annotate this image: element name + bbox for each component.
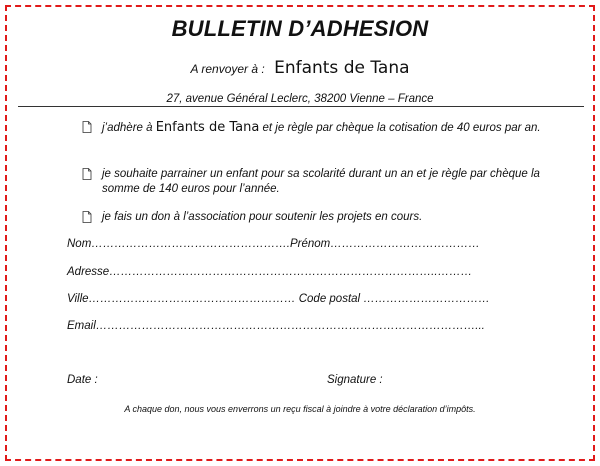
option-donation[interactable] xyxy=(82,210,552,225)
document-icon xyxy=(82,168,92,180)
field-email[interactable]: Email………………………………………………………………………………………... xyxy=(67,320,485,332)
option-membership-after: et je règle par chèque la cotisation de 40 euros par an. xyxy=(262,122,541,134)
option-sponsorship[interactable] xyxy=(82,167,552,197)
tax-receipt-note: A chaque don, nous vous enverrons un reçu fiscal à joindre à votre déclaration d’impôts. xyxy=(124,404,476,414)
divider xyxy=(18,106,584,107)
send-to-line xyxy=(0,58,600,78)
postal-address: 27, avenue Général Leclerc, 38200 Vienne – France xyxy=(166,93,434,105)
option-sponsorship-text: je souhaite parrainer un enfant pour sa scolarité durant un an et je règle par chèque la somme de 140 euros pour l’année. xyxy=(102,168,540,195)
send-to-label: A renvoyer à : xyxy=(190,62,265,76)
document-icon xyxy=(82,121,92,133)
option-membership-text xyxy=(102,120,552,136)
organization-name: Enfants de Tana xyxy=(274,58,410,78)
option-donation-text: je fais un don à l’association pour soutenir les projets en cours. xyxy=(102,211,423,223)
option-membership-org: Enfants de Tana xyxy=(155,120,260,135)
date-label[interactable]: Date : xyxy=(67,374,98,386)
option-membership[interactable] xyxy=(82,120,552,136)
document-icon xyxy=(82,211,92,223)
signature-label[interactable]: Signature : xyxy=(327,374,383,386)
option-membership-before: j’adhère à xyxy=(102,122,153,134)
field-ville-code-postal[interactable]: Ville……………………………………………… Code postal …………………………… xyxy=(67,293,490,305)
field-adresse[interactable]: Adresse…………………………………………………………………………..……… xyxy=(67,266,473,278)
form-title: BULLETIN D’ADHESION xyxy=(171,16,429,41)
field-nom-prenom[interactable]: Nom…………………………………………….Prénom………………………………… xyxy=(67,238,480,250)
